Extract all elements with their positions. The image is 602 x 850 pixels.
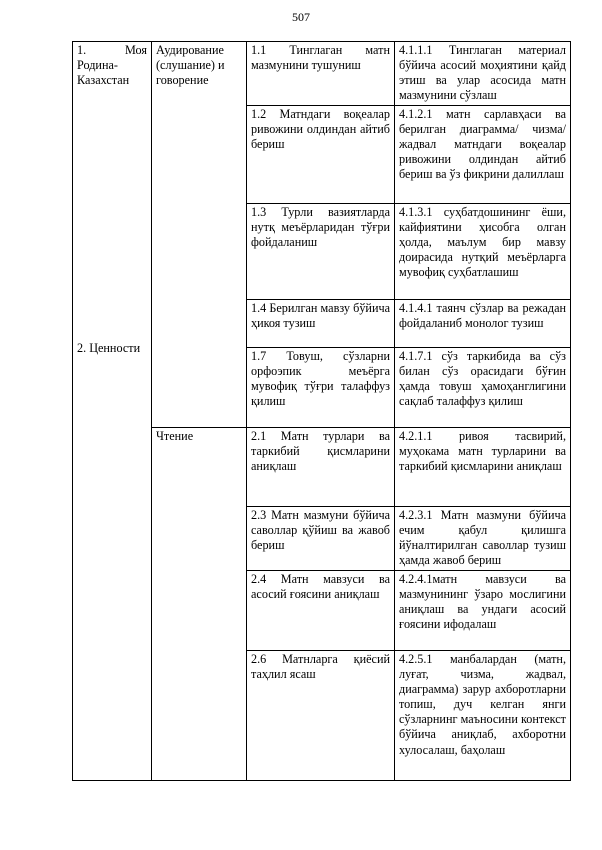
theme-cell (73, 42, 152, 781)
section-reading: Чтение (152, 428, 247, 781)
skill-cell: 1.3 Турли вазиятларда нутқ меъёрларидан тўғри фойдаланиш (247, 204, 395, 300)
objective-cell: 4.2.3.1 Матн мазмуни бўйича ечим қабул қилишга йўналтирилган саволлар тузиш ҳамда жавоб бериш (395, 507, 571, 571)
skill-cell: 1.7 Товуш, сўзларни орфоэпик меъёрга мувофиқ тўғри талаффуз қилиш (247, 348, 395, 428)
objective-cell: 4.2.4.1матн мавзуси ва мазмунининг ўзаро мослигини аниқлаш ва ундаги асосий ғоясини ифодалаш (395, 571, 571, 651)
skill-cell: 2.6 Матнларга қиёсий таҳлил ясаш (247, 651, 395, 781)
objective-cell: 4.1.7.1 сўз таркибида ва сўз билан сўз орасидаги бўғин ҳамда товуш ҳамоҳанглигини сақлаб талаффуз қилиш (395, 348, 571, 428)
skill-cell: 2.4 Матн мавзуси ва асосий ғоясини аниқлаш (247, 571, 395, 651)
skill-cell: 2.3 Матн мазмуни бўйича саволлар қўйиш ва жавоб бериш (247, 507, 395, 571)
theme-values: 2. Ценности (77, 341, 141, 355)
skill-cell: 2.1 Матн турлари ва таркибий қисмларини аниқлаш (247, 428, 395, 507)
table-row (73, 42, 571, 106)
curriculum-table (72, 41, 571, 781)
skill-cell: 1.4 Берилган мавзу бўйича ҳикоя тузиш (247, 300, 395, 348)
skill-cell: 1.2 Матндаги воқеалар ривожини олдиндан айтиб бериш (247, 106, 395, 204)
objective-cell: 4.2.5.1 манбалардан (матн, луғат, чизма, жадвал, диаграмма) зарур ахборотларни топиш, дуч келган янги сўзларнинг маъносини контекст бўйича аниқлаб, ахборотни хулосалаш, баҳолаш (395, 651, 571, 781)
section-listening-speaking: Аудирование (слушание) и говорение (152, 42, 247, 428)
objective-cell: 4.1.2.1 матн сарлавҳаси ва берилган диаграмма/ чизма/ жадвал матндаги воқеалар ривожини олдиндан айтиб бериш ва ўз фикрини далиллаш (395, 106, 571, 204)
page-number: 507 (292, 10, 310, 24)
objective-cell: 4.2.1.1 ривоя тасвирий, муҳокама матн турларини ва таркибий қисмларини аниқлаш (395, 428, 571, 507)
objective-cell: 4.1.1.1 Тинглаган материал бўйича асосий моҳиятини қайд этиш ва улар асосида матн мазмунини сўзлаш (395, 42, 571, 106)
theme-homeland: 1. Моя Родина-Казахстан (77, 43, 147, 88)
objective-cell: 4.1.3.1 суҳбатдошининг ёши, кайфиятини ҳисобга олган ҳолда, маълум бир мавзу доирасида нутқий меъёрларга мувофиқ суҳбатлашиш (395, 204, 571, 300)
skill-cell: 1.1 Тинглаган матн мазмунини тушуниш (247, 42, 395, 106)
objective-cell: 4.1.4.1 таянч сўзлар ва режадан фойдаланиб монолог тузиш (395, 300, 571, 348)
